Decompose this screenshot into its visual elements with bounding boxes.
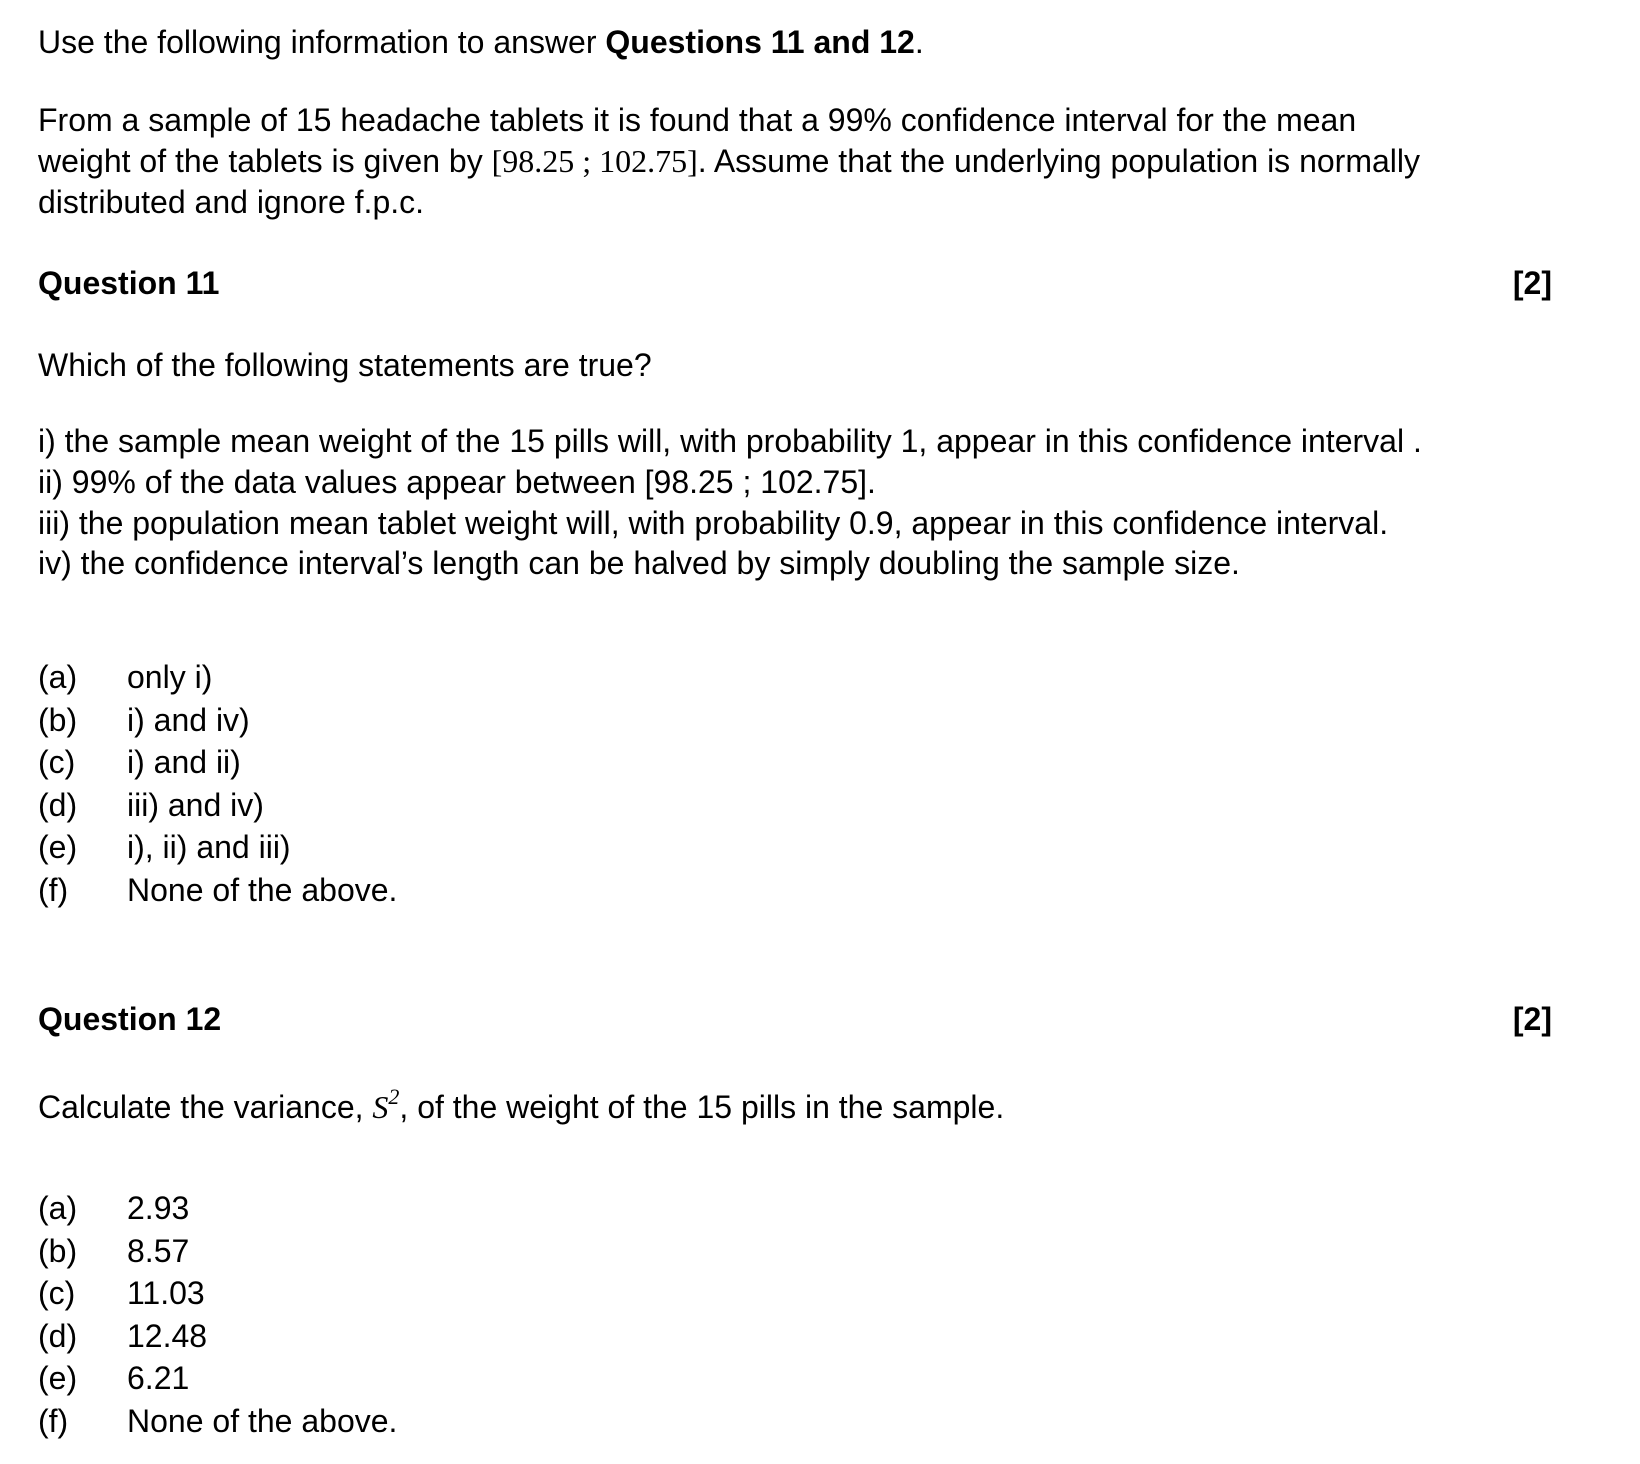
q12-option-f-text: None of the above.	[127, 1403, 398, 1439]
q11-option-f-letter: (f)	[38, 872, 69, 908]
q11-option-c-letter: (c)	[38, 744, 76, 780]
q11-statement-4: iv) the confidence interval’s length can be halved by simply doubling the sample size.	[38, 545, 1240, 581]
q12-option-d-text: 12.48	[127, 1318, 208, 1354]
q12-option-c-letter: (c)	[38, 1275, 76, 1311]
q11-marks: [2]	[1512, 265, 1552, 301]
q12-option-d-letter: (d)	[38, 1318, 78, 1354]
q12-prompt	[38, 1084, 1005, 1127]
intro-prefix: Use the following information to answer	[38, 24, 606, 60]
q12-prompt-after: , of the weight of the 15 pills in the sample.	[399, 1089, 1005, 1125]
q11-title: Question 11	[38, 265, 220, 301]
q12-title: Question 12	[38, 1001, 222, 1037]
variance-symbol	[372, 1084, 400, 1125]
info-line-2-before: weight of the tablets is given by	[38, 143, 492, 179]
variance-exponent: 2	[388, 1084, 400, 1110]
q12-option-e-letter: (e)	[38, 1360, 78, 1396]
q12-option-a-text: 2.93	[127, 1190, 190, 1226]
q12-marks: [2]	[1512, 1001, 1552, 1037]
q12-option-c-text: 11.03	[127, 1275, 205, 1311]
variance-var: S	[372, 1089, 389, 1125]
info-line-2	[38, 141, 1420, 181]
q11-prompt: Which of the following statements are true?	[38, 347, 652, 383]
q12-option-f-letter: (f)	[38, 1403, 69, 1439]
q11-option-b-letter: (b)	[38, 702, 78, 738]
q11-option-d-text: iii) and iv)	[127, 787, 264, 823]
info-line-1: From a sample of 15 headache tablets it is found that a 99% confidence interval for the mean	[38, 102, 1357, 138]
q12-option-e-text: 6.21	[127, 1360, 190, 1396]
q11-option-f-text: None of the above.	[127, 872, 398, 908]
info-line-3: distributed and ignore f.p.c.	[38, 184, 425, 220]
q12-prompt-before: Calculate the variance,	[38, 1089, 373, 1125]
intro-bold: Questions 11 and 12	[605, 24, 915, 60]
q11-option-a-text: only i)	[127, 659, 213, 695]
q11-statement-2: ii) 99% of the data values appear between [98.25 ; 102.75].	[38, 464, 876, 500]
info-line-2-after: . Assume that the underlying population is normally	[697, 143, 1420, 179]
q11-statement-3: iii) the population mean tablet weight will, with probability 0.9, appear in this confidence interval.	[38, 505, 1389, 541]
q12-option-b-letter: (b)	[38, 1233, 78, 1269]
q11-statement-1: i) the sample mean weight of the 15 pills will, with probability 1, appear in this confidence interval .	[38, 423, 1422, 459]
intro-suffix: .	[914, 24, 924, 60]
q11-option-d-letter: (d)	[38, 787, 78, 823]
q12-option-b-text: 8.57	[127, 1233, 190, 1269]
q11-option-e-letter: (e)	[38, 829, 78, 865]
q11-option-c-text: i) and ii)	[127, 744, 241, 780]
intro-line	[38, 22, 924, 62]
q12-option-a-letter: (a)	[38, 1190, 78, 1226]
q11-option-e-text: i), ii) and iii)	[127, 829, 291, 865]
q11-option-a-letter: (a)	[38, 659, 78, 695]
interval-math: [98.25 ; 102.75]	[491, 143, 698, 179]
q11-option-b-text: i) and iv)	[127, 702, 250, 738]
